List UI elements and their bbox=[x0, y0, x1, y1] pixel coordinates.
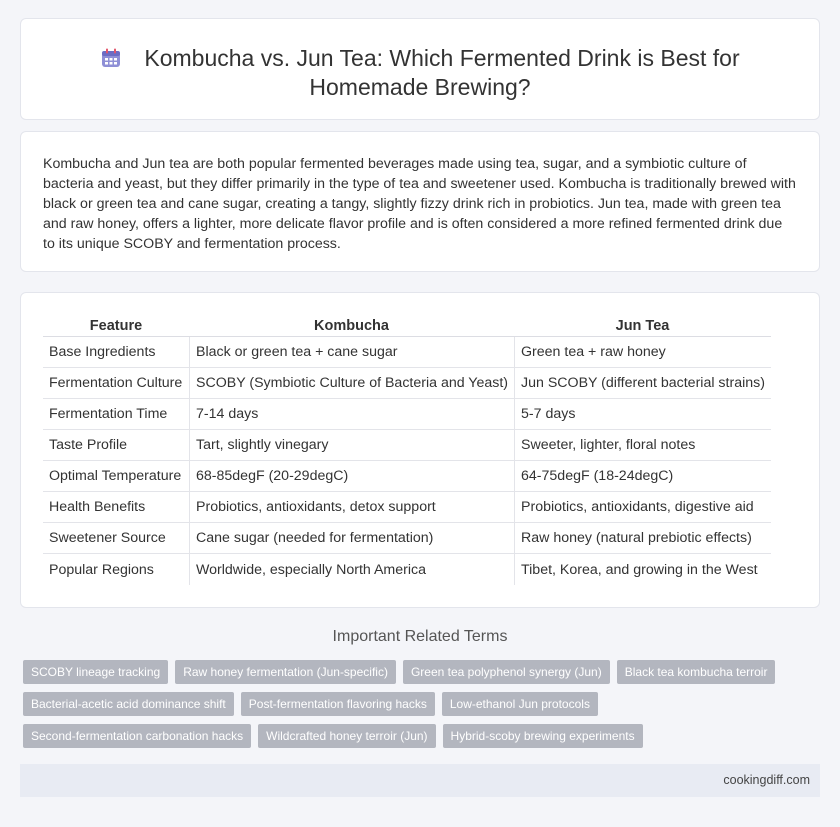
footer bbox=[20, 764, 820, 797]
page-title bbox=[80, 44, 760, 102]
table-row bbox=[43, 523, 771, 554]
related-term-tag[interactable]: SCOBY lineage tracking bbox=[23, 660, 168, 684]
intro-card bbox=[20, 131, 820, 272]
kombucha-cell: Worldwide, especially North America bbox=[189, 554, 514, 585]
table-row bbox=[43, 399, 771, 430]
feature-cell: Fermentation Time bbox=[43, 399, 189, 430]
jun-tea-cell: Raw honey (natural prebiotic effects) bbox=[514, 523, 771, 554]
header-jun-tea: Jun Tea bbox=[514, 315, 771, 337]
jun-tea-cell: Tibet, Korea, and growing in the West bbox=[514, 554, 771, 585]
feature-cell: Fermentation Culture bbox=[43, 368, 189, 399]
title-card bbox=[20, 18, 820, 120]
jun-tea-cell: 5-7 days bbox=[514, 399, 771, 430]
jun-tea-cell: Probiotics, antioxidants, digestive aid bbox=[514, 492, 771, 523]
related-terms-heading: Important Related Terms bbox=[332, 628, 508, 645]
kombucha-cell: Tart, slightly vinegary bbox=[189, 430, 514, 461]
related-term-tag[interactable]: Black tea kombucha terroir bbox=[617, 660, 776, 684]
table-row bbox=[43, 430, 771, 461]
footer-site-link[interactable]: cookingdiff.com bbox=[723, 773, 810, 787]
feature-cell: Health Benefits bbox=[43, 492, 189, 523]
related-term-tag[interactable]: Low-ethanol Jun protocols bbox=[442, 692, 598, 716]
table-row bbox=[43, 461, 771, 492]
related-term-tag[interactable]: Second-fermentation carbonation hacks bbox=[23, 724, 251, 748]
kombucha-cell: 68-85degF (20-29degC) bbox=[189, 461, 514, 492]
related-term-tag[interactable]: Post-fermentation flavoring hacks bbox=[241, 692, 435, 716]
related-term-tag[interactable]: Hybrid-scoby brewing experiments bbox=[443, 724, 643, 748]
tag-row bbox=[23, 660, 823, 684]
table-row bbox=[43, 492, 771, 523]
related-terms-list bbox=[23, 660, 823, 756]
table-header-row bbox=[43, 315, 771, 337]
intro-paragraph: Kombucha and Jun tea are both popular fermented beverages made using tea, sugar, and a symbiotic culture of bacteria and yeast, but they differ primarily in the type of tea and sweetener used. Kombucha is traditionally brewed with black or green tea and cane sugar, creating a tangy, slightly fizzy drink rich in probiotics. Jun tea, made with green tea and raw honey, offers a lighter, more delicate flavor profile and is often considered a more refined fermented drink due to its unique SCOBY and fermentation process. bbox=[43, 156, 796, 252]
jun-tea-cell: Sweeter, lighter, floral notes bbox=[514, 430, 771, 461]
header-feature: Feature bbox=[43, 315, 189, 337]
related-term-tag[interactable]: Raw honey fermentation (Jun-specific) bbox=[175, 660, 396, 684]
header-kombucha: Kombucha bbox=[189, 315, 514, 337]
related-term-tag[interactable]: Bacterial-acetic acid dominance shift bbox=[23, 692, 234, 716]
comparison-table bbox=[43, 315, 771, 585]
kombucha-cell: Black or green tea + cane sugar bbox=[189, 337, 514, 368]
feature-cell: Taste Profile bbox=[43, 430, 189, 461]
jun-tea-cell: Jun SCOBY (different bacterial strains) bbox=[514, 368, 771, 399]
page-title-text: Kombucha vs. Jun Tea: Which Fermented Drink is Best for Homemade Brewing? bbox=[144, 45, 740, 100]
comparison-card bbox=[20, 292, 820, 608]
jun-tea-cell: 64-75degF (18-24degC) bbox=[514, 461, 771, 492]
tag-row bbox=[23, 692, 823, 716]
kombucha-cell: Probiotics, antioxidants, detox support bbox=[189, 492, 514, 523]
table-row bbox=[43, 337, 771, 368]
related-term-tag[interactable]: Wildcrafted honey terroir (Jun) bbox=[258, 724, 435, 748]
related-term-tag[interactable]: Green tea polyphenol synergy (Jun) bbox=[403, 660, 610, 684]
kombucha-cell: SCOBY (Symbiotic Culture of Bacteria and Yeast) bbox=[189, 368, 514, 399]
tag-row bbox=[23, 724, 823, 748]
kombucha-cell: 7-14 days bbox=[189, 399, 514, 430]
feature-cell: Base Ingredients bbox=[43, 337, 189, 368]
feature-cell: Optimal Temperature bbox=[43, 461, 189, 492]
calendar-icon bbox=[100, 47, 122, 69]
feature-cell: Sweetener Source bbox=[43, 523, 189, 554]
table-row bbox=[43, 554, 771, 585]
feature-cell: Popular Regions bbox=[49, 561, 154, 578]
jun-tea-cell: Green tea + raw honey bbox=[514, 337, 771, 368]
table-row bbox=[43, 368, 771, 399]
kombucha-cell: Cane sugar (needed for fermentation) bbox=[189, 523, 514, 554]
